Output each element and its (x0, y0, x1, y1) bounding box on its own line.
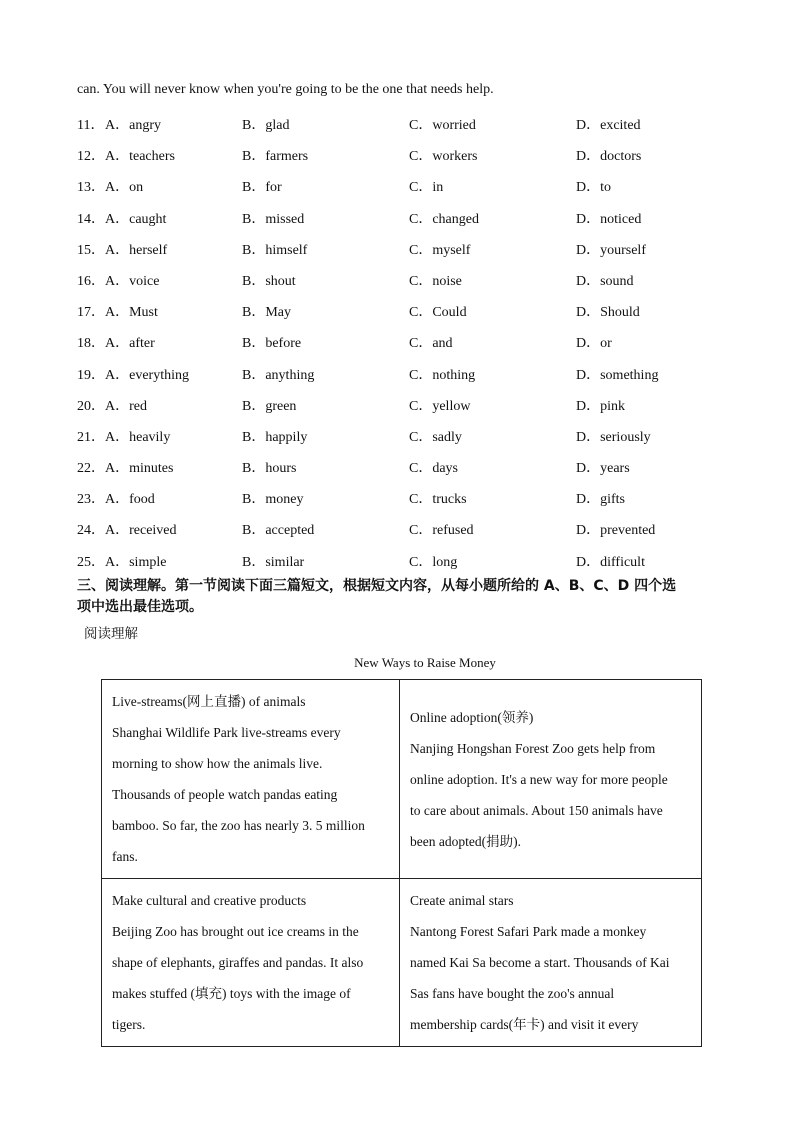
intro-line: can. You will never know when you're going to be the one that needs help. (77, 82, 494, 97)
ways-table (101, 679, 702, 1047)
option-b: B．shout (242, 273, 296, 289)
question-row (77, 270, 757, 301)
option-c: C．refused (409, 523, 474, 539)
option-b: B．missed (242, 211, 305, 227)
question-number: 17． (77, 305, 105, 321)
option-a: A．angry (105, 118, 161, 133)
option-d: D．difficult (576, 554, 645, 570)
option-d: D．doctors (576, 149, 642, 165)
option-b: B．May (242, 305, 291, 321)
question-row (77, 488, 757, 519)
option-c: C．myself (409, 242, 471, 258)
option-c: C．worried (409, 118, 476, 133)
cell-line: tigers. (112, 1017, 146, 1032)
question-number: 12． (77, 149, 105, 165)
option-b: B．similar (242, 554, 305, 570)
question-number: 14． (77, 211, 105, 227)
option-b: B．glad (242, 118, 290, 133)
option-a: A．minutes (105, 461, 174, 477)
table-row (102, 680, 702, 879)
cell-heading: Create animal stars (410, 893, 514, 908)
cell-line: shape of elephants, giraffes and pandas. It also (112, 955, 364, 970)
option-b: B．money (242, 492, 304, 508)
cell-line: membership cards(年卡) and visit it every (410, 1017, 639, 1032)
cell-line: Nanjing Hongshan Forest Zoo gets help from (410, 740, 656, 756)
option-c: C．Could (409, 305, 467, 321)
option-d: D．years (576, 461, 630, 477)
question-number: 21． (77, 429, 105, 445)
cell-line: makes stuffed (填充) toys with the image of (112, 986, 351, 1001)
option-b: B．farmers (242, 149, 309, 165)
cell-online-adoption (400, 680, 702, 879)
question-row (77, 208, 757, 239)
option-c: C．and (409, 336, 453, 352)
option-d: D．yourself (576, 242, 646, 258)
option-b: B．himself (242, 242, 308, 258)
question-row (77, 332, 757, 363)
question-row (77, 457, 757, 488)
option-b: B．happily (242, 429, 308, 445)
cell-line: Sas fans have bought the zoo's annual (410, 986, 615, 1001)
option-c: C．long (409, 554, 458, 570)
option-d: D．to (576, 180, 611, 196)
cell-cultural-products (102, 879, 400, 1047)
cell-line: been adopted(捐助). (410, 833, 521, 849)
option-c: C．trucks (409, 492, 467, 508)
cell-heading: Make cultural and creative products (112, 893, 307, 908)
option-a: A．food (105, 492, 155, 508)
question-number: 22． (77, 461, 105, 477)
question-number: 16． (77, 273, 105, 289)
option-a: A．herself (105, 242, 168, 258)
question-row (77, 301, 757, 332)
option-d: D．pink (576, 398, 625, 414)
option-c: C．yellow (409, 398, 471, 414)
question-row (77, 114, 757, 145)
section-heading-line: 项中选出最佳选项。 (77, 599, 203, 615)
question-number: 19． (77, 367, 105, 383)
cell-line: Beijing Zoo has brought out ice creams in the (112, 924, 359, 939)
question-row (77, 145, 757, 176)
option-a: A．received (105, 523, 177, 539)
option-b: B．anything (242, 367, 315, 383)
option-d: D．noticed (576, 211, 642, 227)
option-d: D．something (576, 367, 659, 383)
cell-line: Shanghai Wildlife Park live-streams every (112, 725, 341, 740)
question-number: 11． (77, 118, 105, 133)
option-c: C．workers (409, 149, 478, 165)
cell-line: named Kai Sa become a start. Thousands of Kai (410, 955, 670, 970)
reading-label: 阅读理解 (84, 626, 138, 642)
cell-line: to care about animals. About 150 animals have (410, 802, 663, 818)
question-number: 18． (77, 336, 105, 352)
option-d: D．prevented (576, 523, 656, 539)
cell-line: fans. (112, 849, 138, 864)
table-title: New Ways to Raise Money (354, 655, 496, 670)
table-row (102, 879, 702, 1047)
question-row (77, 519, 757, 550)
question-number: 24． (77, 523, 105, 539)
cell-line: Nantong Forest Safari Park made a monkey (410, 924, 647, 939)
option-a: A．Must (105, 305, 158, 321)
option-b: B．before (242, 336, 302, 352)
cell-line: Thousands of people watch pandas eating (112, 787, 338, 802)
option-d: D．Should (576, 305, 640, 321)
section-heading (77, 576, 757, 618)
option-a: A．red (105, 398, 147, 414)
option-b: B．green (242, 398, 297, 414)
option-a: A．teachers (105, 149, 175, 165)
cell-heading: Live-streams(网上直播) of animals (112, 694, 306, 709)
option-d: D．excited (576, 118, 641, 133)
option-c: C．sadly (409, 429, 462, 445)
option-c: C．in (409, 180, 444, 196)
option-c: C．days (409, 461, 458, 477)
option-c: C．changed (409, 211, 479, 227)
cell-line: bamboo. So far, the zoo has nearly 3. 5 million (112, 818, 365, 833)
option-a: A．voice (105, 273, 160, 289)
question-row (77, 364, 757, 395)
option-b: B．for (242, 180, 282, 196)
question-row (77, 426, 757, 457)
question-number: 23． (77, 492, 105, 508)
option-a: A．caught (105, 211, 167, 227)
cell-animal-stars (400, 879, 702, 1047)
option-d: D．seriously (576, 429, 651, 445)
option-d: D．gifts (576, 492, 625, 508)
cell-live-streams (102, 680, 400, 879)
option-b: B．hours (242, 461, 297, 477)
option-c: C．noise (409, 273, 462, 289)
question-row (77, 176, 757, 207)
question-number: 13． (77, 180, 105, 196)
question-number: 15． (77, 242, 105, 258)
question-list (77, 114, 757, 582)
question-row (77, 239, 757, 270)
option-a: A．after (105, 336, 155, 352)
option-a: A．heavily (105, 429, 171, 445)
question-row (77, 395, 757, 426)
section-heading-line: 三、阅读理解。第一节阅读下面三篇短文，根据短文内容，从每小题所给的 A、B、C、D 四个选 (77, 578, 677, 594)
option-b: B．accepted (242, 523, 315, 539)
option-a: A．on (105, 180, 144, 196)
option-d: D．or (576, 336, 612, 352)
option-c: C．nothing (409, 367, 476, 383)
option-a: A．simple (105, 554, 167, 570)
cell-line: morning to show how the animals live. (112, 756, 323, 771)
question-number: 20． (77, 398, 105, 414)
cell-heading: Online adoption(领养) (410, 709, 534, 725)
question-number: 25． (77, 554, 105, 570)
option-d: D．sound (576, 273, 634, 289)
option-a: A．everything (105, 367, 189, 383)
cell-line: online adoption. It's a new way for more people (410, 771, 668, 787)
